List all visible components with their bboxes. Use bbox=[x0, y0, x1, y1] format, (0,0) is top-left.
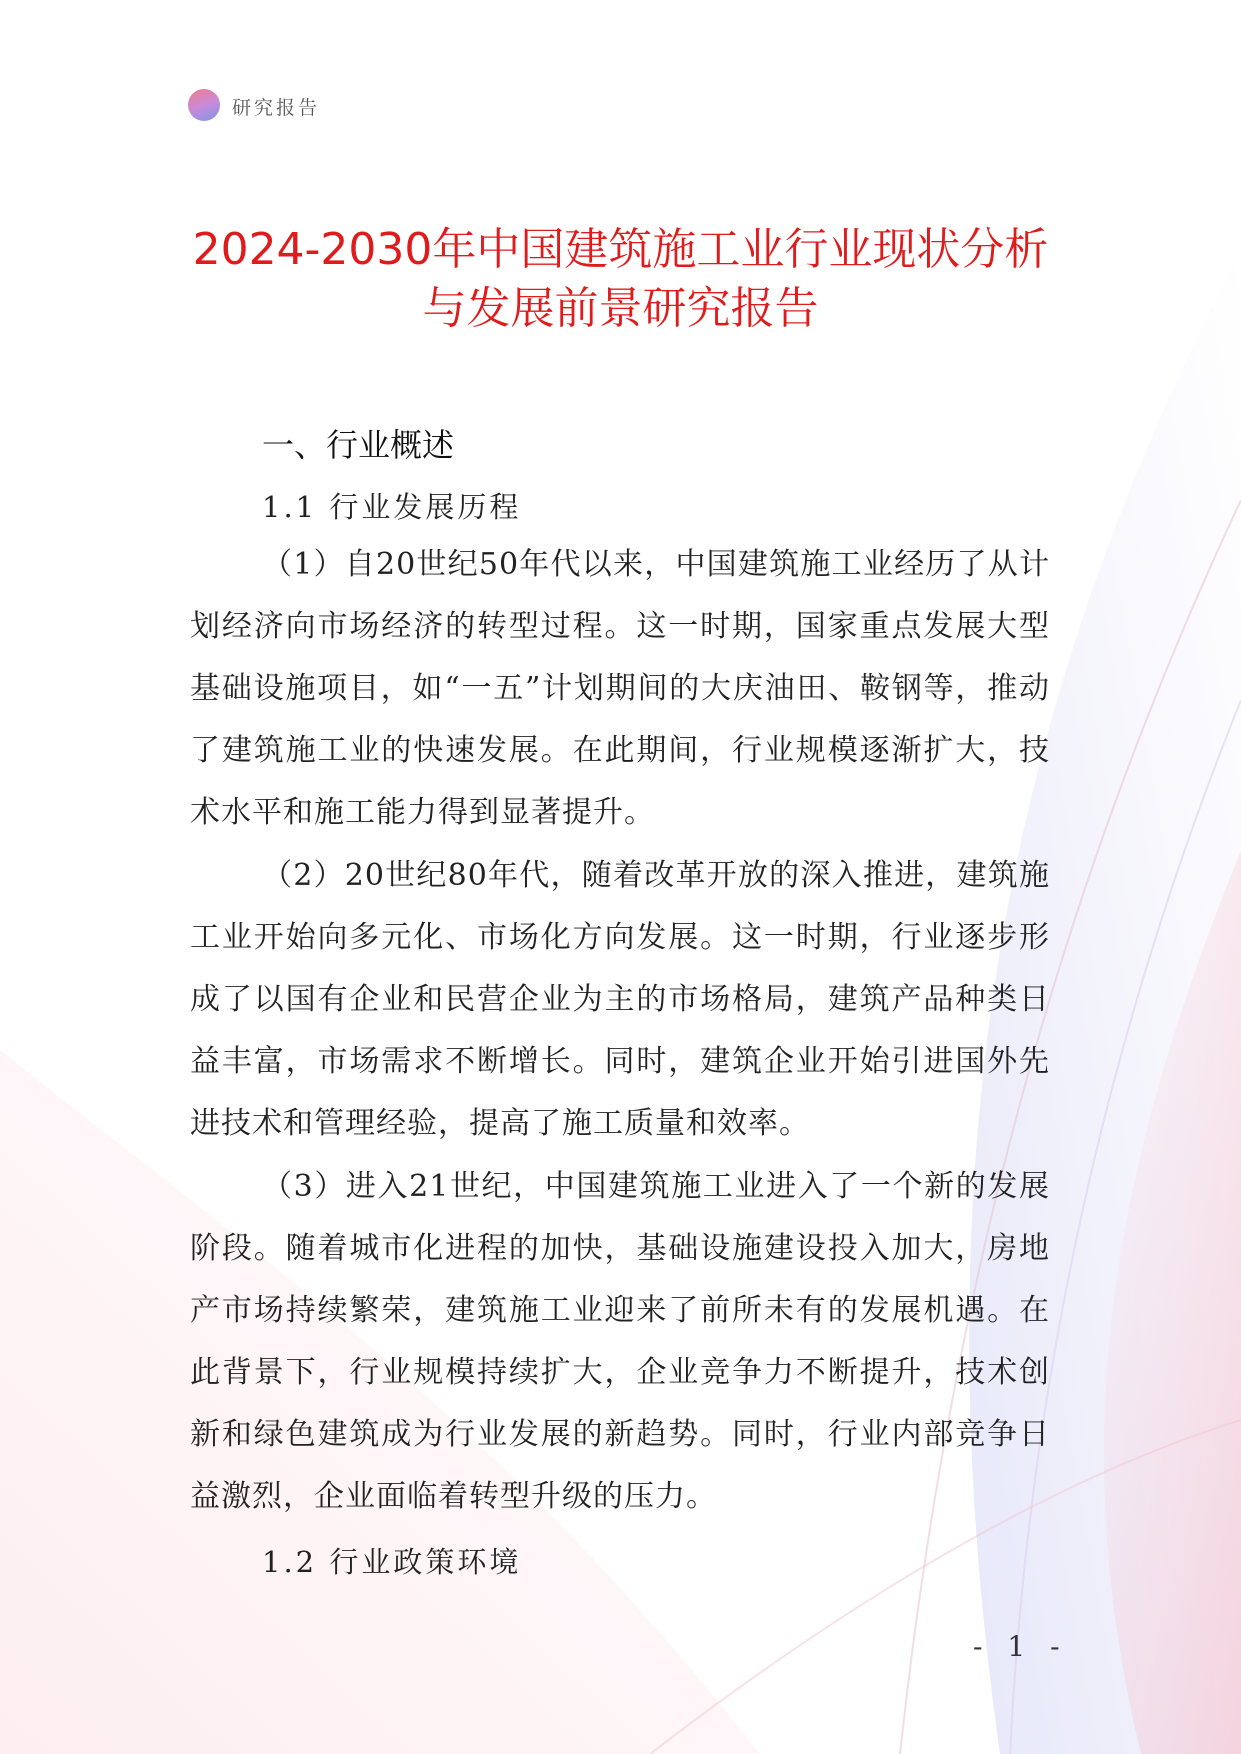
paragraph-3: （3）进入21世纪，中国建筑施工业进入了一个新的发展阶段。随着城市化进程的加快，基础设施建设投入加大，房地产市场持续繁荣，建筑施工业迎来了前所未有的发展机遇。在此背景下，行业规模持续扩大，企业竞争力不断提升，技术创新和绿色建筑成为行业发展的新趋势。同时，行业内部竞争日益激烈，企业面临着转型升级的压力。 bbox=[190, 1169, 1050, 1514]
subsection-heading-1-1: 1.1 行业发展历程 bbox=[262, 490, 522, 524]
paragraph-2: （2）20世纪80年代，随着改革开放的深入推进，建筑施工业开始向多元化、市场化方向发展。这一时期，行业逐步形成了以国有企业和民营企业为主的市场格局，建筑产品种类日益丰富，市场需求不断增长。同时，建筑企业开始引进国外先进技术和管理经验，提高了施工质量和效率。 bbox=[190, 858, 1050, 1141]
header-label: 研究报告 bbox=[232, 97, 321, 119]
logo-circle-icon bbox=[188, 89, 220, 121]
subsection-heading-1-2: 1.2 行业政策环境 bbox=[262, 1545, 522, 1579]
paragraph-1: （1）自20世纪50年代以来，中国建筑施工业经历了从计划经济向市场经济的转型过程。这一时期，国家重点发展大型基础设施项目，如“一五”计划期间的大庆油田、鞍钢等，推动了建筑施工业的快速发展。在此期间，行业规模逐渐扩大，技术水平和施工能力得到显著提升。 bbox=[190, 547, 1050, 830]
page-number: - 1 - bbox=[973, 1630, 1068, 1663]
section-heading: 一、行业概述 bbox=[262, 426, 455, 464]
document-title-line-2: 与发展前景研究报告 bbox=[422, 283, 819, 334]
document-title-line-1: 2024-2030年中国建筑施工业行业现状分析 bbox=[192, 224, 1049, 275]
